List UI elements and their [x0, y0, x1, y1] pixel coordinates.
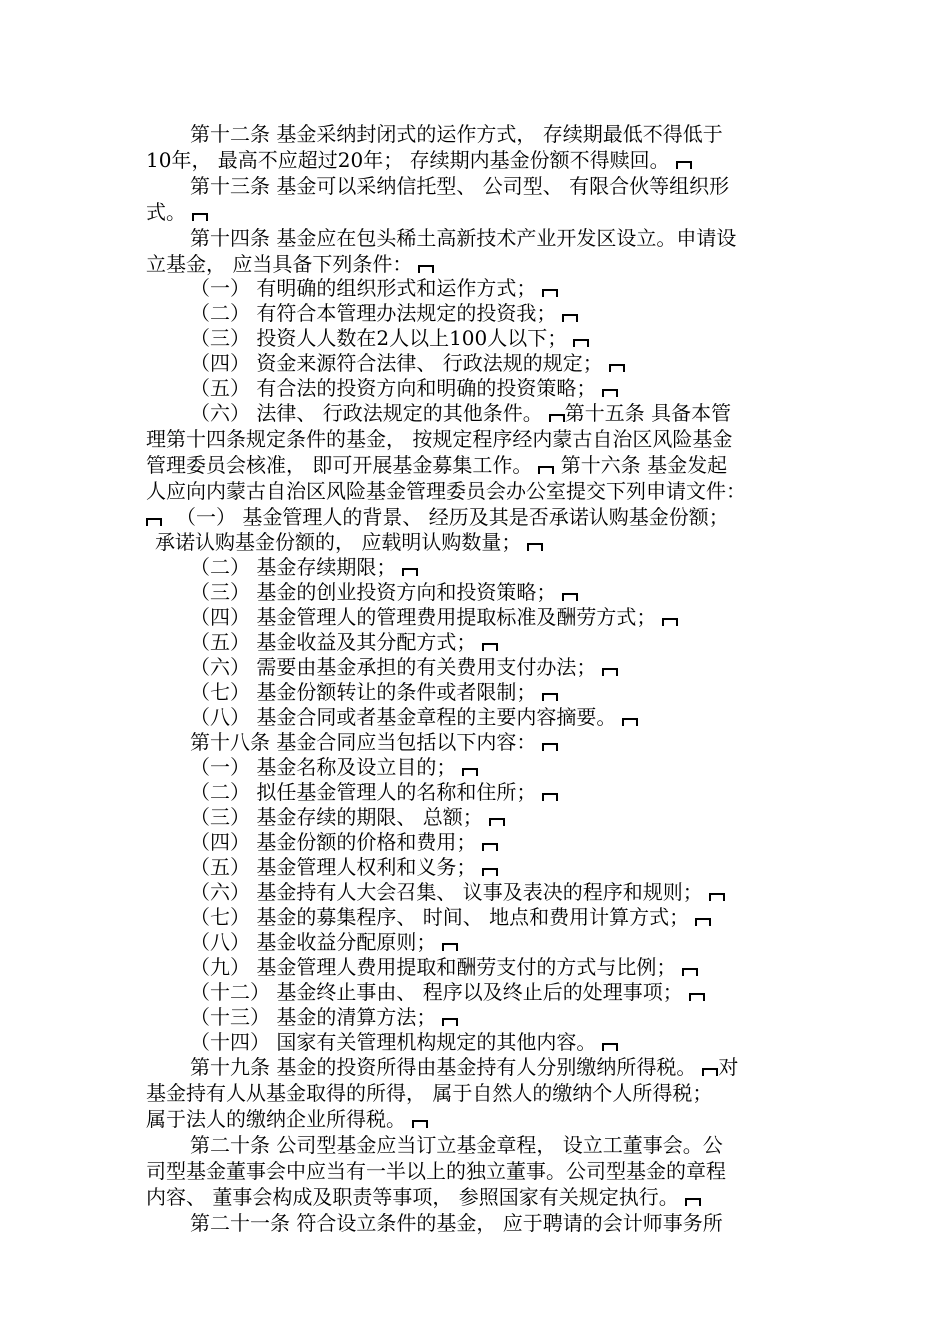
text-line: （七） 基金份额转让的条件或者限制； [190, 680, 850, 704]
text-line: （四） 资金来源符合法律、 行政法规的规定； [190, 351, 850, 375]
paragraph-mark-icon [622, 718, 638, 726]
text-line: （九） 基金管理人费用提取和酬劳支付的方式与比例； [190, 955, 850, 979]
text-line: （三） 基金的创业投资方向和投资策略； [190, 580, 850, 604]
paragraph-mark-icon [527, 543, 543, 551]
paragraph-mark-icon [695, 918, 711, 926]
paragraph-mark-icon [676, 161, 692, 169]
paragraph-mark-icon [418, 265, 434, 273]
paragraph-mark-icon [602, 668, 618, 676]
paragraph-mark-icon [609, 364, 625, 372]
text-line: 承诺认购基金份额的， 应载明认购数量； [155, 530, 815, 554]
text-line: 属于法人的缴纳企业所得税。 [146, 1107, 806, 1131]
text-line: 第二十条 公司型基金应当订立基金章程， 设立工董事会。公 [190, 1133, 723, 1157]
paragraph-mark-icon [573, 339, 589, 347]
paragraph-mark-icon [549, 414, 565, 422]
text-line: 内容、 董事会构成及职责等事项， 参照国家有关规定执行。 [146, 1185, 806, 1209]
text-line: （五） 基金管理人权利和义务； [190, 855, 850, 879]
text-line: 第十三条 基金可以采纳信托型、 公司型、 有限合伙等组织形 [190, 174, 730, 198]
paragraph-mark-icon [689, 993, 705, 1001]
paragraph-mark-icon [542, 693, 558, 701]
text-line: 立基金， 应当具备下列条件： [146, 252, 806, 276]
paragraph-mark-icon [442, 943, 458, 951]
text-line: （六） 基金持有人大会召集、 议事及表决的程序和规则； [190, 880, 850, 904]
paragraph-mark-icon [562, 593, 578, 601]
paragraph-mark-icon [482, 643, 498, 651]
text-line: （三） 基金存续的期限、 总额； [190, 805, 850, 829]
paragraph-mark-icon [562, 314, 578, 322]
paragraph-mark-icon [662, 618, 678, 626]
text-line: 理第十四条规定条件的基金， 按规定程序经内蒙古自治区风险基金 [146, 427, 733, 451]
paragraph-mark-icon [602, 1043, 618, 1051]
text-line: （六） 法律、 行政法规定的其他条件。 第十五条 具备本管 [190, 401, 732, 425]
paragraph-mark-icon [489, 818, 505, 826]
text-line: （十二） 基金终止事由、 程序以及终止后的处理事项； [190, 980, 850, 1004]
text-line: （四） 基金管理人的管理费用提取标准及酬劳方式； [190, 605, 850, 629]
text-line: 第十二条 基金采纳封闭式的运作方式， 存续期最低不得低于 [190, 122, 723, 146]
paragraph-mark-icon [412, 1120, 428, 1128]
text-line: 第十八条 基金合同应当包括以下内容： [190, 730, 850, 754]
text-line: （五） 有合法的投资方向和明确的投资策略； [190, 376, 850, 400]
paragraph-mark-icon [482, 843, 498, 851]
paragraph-mark-icon [542, 743, 558, 751]
text-line: 管理委员会核准， 即可开展基金募集工作。 第十六条 基金发起 [146, 453, 728, 477]
text-line: （七） 基金的募集程序、 时间、 地点和费用计算方式； [190, 905, 850, 929]
paragraph-mark-icon [482, 868, 498, 876]
text-line: （四） 基金份额的价格和费用； [190, 830, 850, 854]
text-line: （八） 基金收益分配原则； [190, 930, 850, 954]
text-line: （二） 有符合本管理办法规定的投资我； [190, 301, 850, 325]
paragraph-mark-icon [709, 893, 725, 901]
paragraph-mark-icon [192, 213, 208, 221]
paragraph-mark-icon [685, 1198, 701, 1206]
text-line: 第十九条 基金的投资所得由基金持有人分别缴纳所得税。 对 [190, 1055, 739, 1079]
text-line: 式。 [146, 200, 806, 224]
paragraph-mark-icon [146, 518, 162, 526]
text-line: （十三） 基金的清算方法； [190, 1005, 850, 1029]
paragraph-mark-icon [402, 568, 418, 576]
paragraph-mark-icon [602, 389, 618, 397]
text-line: 第二十一条 符合设立条件的基金， 应于聘请的会计师事务所 [190, 1211, 723, 1235]
text-line: （三） 投资人人数在2人以上100人以下； [190, 326, 850, 350]
text-line: 司型基金董事会中应当有一半以上的独立董事。公司型基金的章程 [146, 1159, 726, 1183]
text-line: 基金持有人从基金取得的所得， 属于自然人的缴纳个人所得税； [146, 1081, 713, 1105]
text-line: 10年， 最高不应超过20年； 存续期内基金份额不得赎回。 [146, 148, 806, 172]
text-line: （二） 拟任基金管理人的名称和住所； [190, 780, 850, 804]
text-line: 第十四条 基金应在包头稀土高新技术产业开发区设立。申请设 [190, 226, 737, 250]
text-line: 人应向内蒙古自治区风险基金管理委员会办公室提交下列申请文件： [146, 479, 746, 503]
text-line: （八） 基金合同或者基金章程的主要内容摘要。 [190, 705, 850, 729]
text-line: （一） 有明确的组织形式和运作方式； [190, 276, 850, 300]
text-line: （六） 需要由基金承担的有关费用支付办法； [190, 655, 850, 679]
paragraph-mark-icon [542, 793, 558, 801]
paragraph-mark-icon [538, 466, 554, 474]
paragraph-mark-icon [542, 289, 558, 297]
paragraph-mark-icon [462, 768, 478, 776]
text-line: （十四） 国家有关管理机构规定的其他内容。 [190, 1030, 850, 1054]
paragraph-mark-icon [442, 1018, 458, 1026]
paragraph-mark-icon [702, 1068, 718, 1076]
text-line: （一） 基金管理人的背景、 经历及其是否承诺认购基金份额； [146, 505, 806, 529]
paragraph-mark-icon [682, 968, 698, 976]
text-line: （一） 基金名称及设立目的； [190, 755, 850, 779]
text-line: （五） 基金收益及其分配方式； [190, 630, 850, 654]
text-line: （二） 基金存续期限； [190, 555, 850, 579]
